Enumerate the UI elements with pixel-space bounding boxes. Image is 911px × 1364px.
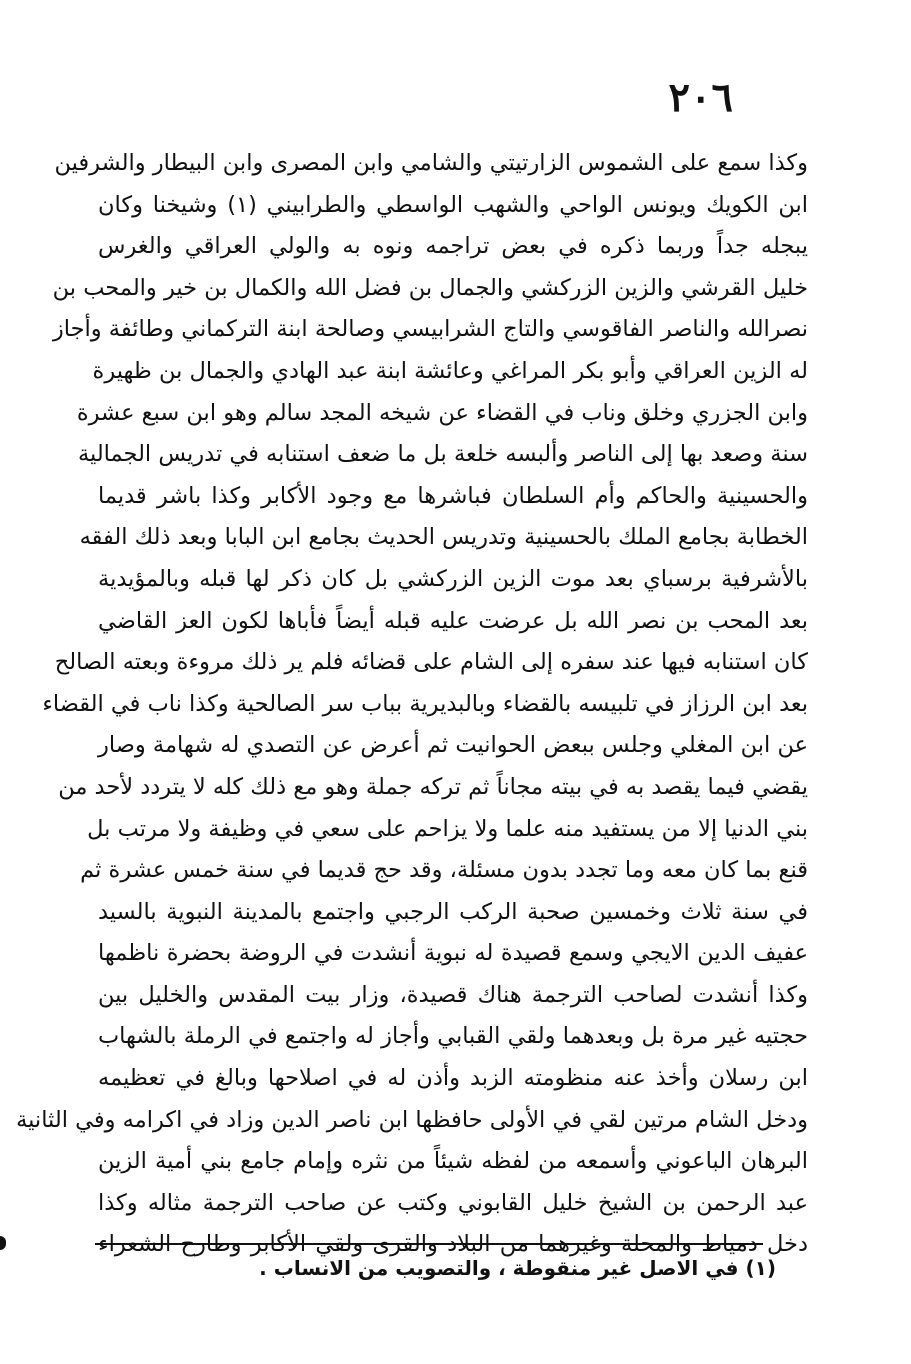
text-line: البرهان الباعوني وأسمعه من لفظه شيئاً من نثره وإمام جامع بني أمية الزين — [98, 1148, 808, 1175]
text-line: يقضي فيما يقصد به في بيته مجاناً ثم تركه جملة وهو مع ذلك كله لا يتردد لأحد من — [58, 773, 808, 800]
text-line: عن ابن المغلي وجلس ببعض الحوانيت ثم أعرض عن التصدي له شهامة وصار — [98, 732, 808, 759]
text-line: قنع بما كان معه وما تجدد بدون مسئلة، وقد حج قديما في سنة خمس عشرة ثم — [80, 857, 808, 884]
text-line: ابن رسلان وأخذ عنه منظومته الزبد وأذن له في اصلاحها وبالغ في تعظيمه — [98, 1065, 808, 1092]
text-line: دخل دمياط والمحلة وغيرهما من البلاد والقرى ولقي الأكابر وطارح الشعراء — [98, 1231, 808, 1258]
text-line: وابن الجزري وخلق وناب في القضاء عن شيخه المجد سالم وهو ابن سبع عشرة — [76, 399, 808, 426]
text-line: عبد الرحمن بن الشيخ خليل القابوني وكتب عن صاحب الترجمة مثاله وكذا — [98, 1189, 808, 1216]
text-line: يبجله جداً وربما ذكره في بعض تراجمه ونوه به والولي العراقي والغرس — [98, 233, 808, 260]
text-line: والحسينية والحاكم وأم السلطان فباشرها مع وجود الأكابر وكذا باشر قديما — [98, 482, 808, 509]
text-line: ودخل الشام مرتين لقي في الأولى حافظها ابن ناصر الدين وزاد في اكرامه وفي الثانية — [16, 1106, 808, 1133]
text-line: له الزين العراقي وأبو بكر المراغي وعائشة ابنة عبد الهادي والجمال بن ظهيرة — [92, 357, 808, 384]
text-line: ابن الكويك ويونس الواحي والشهب الواسطي والطرابيني (١) وشيخنا وكان — [98, 191, 809, 218]
text-line: حجتيه غير مرة بل وبعدهما ولقي القبابي وأجاز له واجتمع في الرملة بالشهاب — [98, 1023, 808, 1050]
text-line: بني الدنيا إلا من يستفيد منه علما ولا يزاحم على سعي في وظيفة ولا مرتب بل — [87, 815, 808, 842]
text-line: وكذا أنشدت لصاحب الترجمة هناك قصيدة، وزار بيت المقدس والخليل بين — [98, 981, 808, 1008]
text-line: خليل القرشي والزين الزركشي والجمال بن فضل الله والكمال بن خير والمحب بن — [52, 274, 808, 301]
text-line: سنة وصعد بها إلى الناصر وألبسه خلعة بل ما ضعف استنابه في تدريس الجمالية — [77, 441, 808, 468]
text-line: وكذا سمع على الشموس الزارتيتي والشامي وابن المصرى وابن البيطار والشرفين — [54, 150, 808, 176]
text-line: بالأشرفية برسباي بعد موت الزين الزركشي بل كان ذكر لها قبله وبالمؤيدية — [98, 565, 808, 592]
page-number: ٢٠٦ — [668, 74, 733, 121]
text-line: بعد ابن الرزاز في تلبيسه بالقضاء وبالبديرية بباب سر الصالحية وكذا ناب في القضاء — [42, 690, 808, 717]
footnote: (١) في الاصل غير منقوطة ، والتصويب من الانساب . — [259, 1256, 776, 1280]
scan-edge-mark — [0, 1236, 6, 1250]
text-line: كان استنابه فيها عند سفره إلى الشام على قضائه فلم ير ذلك مروءة وبعته الصالح — [54, 649, 808, 676]
body-text — [16, 143, 809, 1266]
text-line: الخطابة بجامع الملك بالحسينية وتدريس الحديث بجامع ابن البابا وبعد ذلك الفقه — [79, 524, 808, 551]
text-line: بعد المحب بن نصر الله بل عرضت عليه قبله أيضاً فأباها لكون العز القاضي — [98, 607, 808, 634]
text-line: في سنة ثلاث وخمسين صحبة الركب الرجبي واجتمع بالمدينة النبوية بالسيد — [98, 898, 808, 925]
text-line: نصرالله والناصر الفاقوسي والتاج الشرابيسي وصالحة ابنة التركماني وطائفة وأجاز — [52, 316, 808, 343]
footnote-divider — [95, 1243, 763, 1245]
text-line: عفيف الدين الايجي وسمع قصيدة له نبوية أنشدت في الروضة بحضرة ناظمها — [98, 940, 808, 967]
